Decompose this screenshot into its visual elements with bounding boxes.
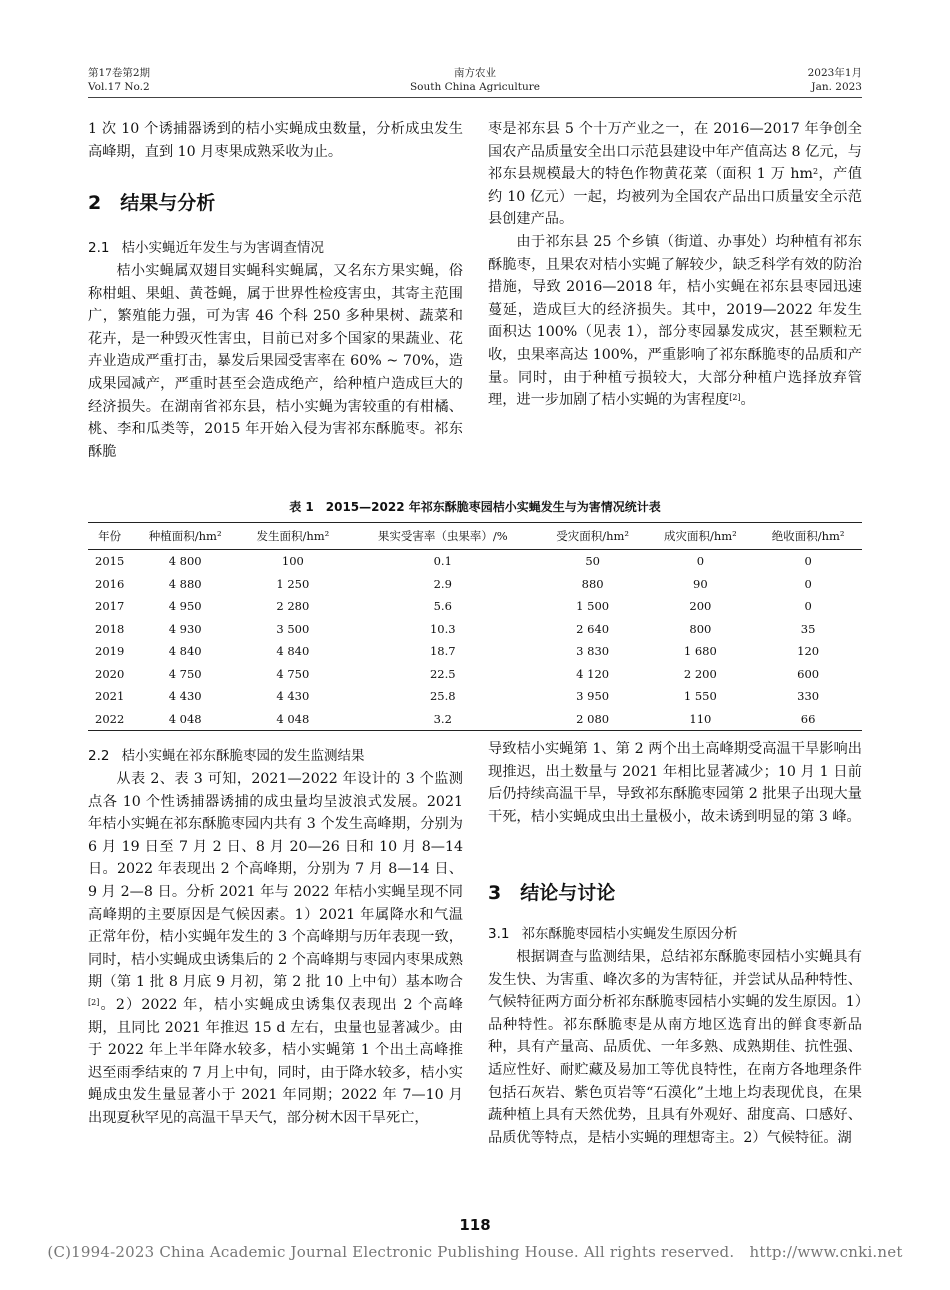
data-table (88, 522, 862, 731)
table-cell: 1 550 (683, 689, 717, 704)
column-header: 种植面积/hm² (148, 529, 222, 543)
table-cell: 5.6 (433, 599, 452, 614)
paragraph-industry-text-b: ，产值约 10 亿元）一起，均被列为全国农产品出口质量安全示范县创建产品。 (488, 166, 862, 228)
table-cell: 50 (585, 554, 600, 569)
subsection-title: 祁东酥脆枣园桔小实蝇发生原因分析 (521, 926, 738, 942)
table-cell: 1 500 (576, 599, 610, 614)
subsection-number: 2.1 (88, 240, 110, 256)
paragraph-spread-end: 。 (740, 392, 755, 409)
table-cell: 0.1 (433, 554, 452, 569)
table-cell: 4 750 (168, 666, 202, 681)
table-row (88, 550, 862, 573)
table-cell: 2 200 (683, 666, 717, 681)
left-column-upper (88, 118, 463, 163)
superscript-2: 2 (812, 167, 819, 177)
table-cell: 800 (689, 621, 712, 636)
journal-name-cn: 南方农业 (454, 67, 496, 79)
table-row (88, 573, 862, 596)
table-cell: 2022 (95, 711, 125, 726)
table-cell: 25.8 (429, 689, 456, 704)
issue-date-en: Jan. 2023 (811, 81, 862, 93)
table-cell: 4 048 (168, 711, 202, 726)
table-cell: 35 (800, 621, 816, 636)
table-cell: 4 120 (576, 666, 610, 681)
table-cell: 2019 (95, 644, 125, 659)
table-cell: 2016 (95, 576, 125, 591)
table-cell: 4 430 (276, 689, 310, 704)
issue-date-cn: 2023年1月 (807, 67, 862, 79)
section-3-heading: 3 结论与讨论 (488, 882, 616, 904)
paragraph-2-1: 桔小实蝇属双翅目实蝇科实蝇属，又名东方果实蝇，俗称柑蛆、果蛆、黄苍蝇，属于世界性检疫害虫，其寄主范围广，繁殖能力强，可为害 46 个科 250 多种果树、蔬菜和花卉，是一种毁灭性害虫，目前已对多个国家的果蔬业、花卉业造成严重打击，暴发后果园受害率在 60% ~ 70%，造成果园减产，严重时甚至会造成绝产，给种植户造成巨大的经济损失。在湖南省祁东县，桔小实蝇为害较重的有柑橘、桃、李和瓜类等，2015 年开始入侵为害祁东酥脆枣。祁东酥脆 (88, 263, 463, 460)
table-cell: 100 (281, 554, 304, 569)
subsection-2-2-heading (88, 744, 364, 764)
table-cell: 3 950 (576, 689, 610, 704)
column-header: 受灾面积/hm² (556, 529, 630, 543)
column-header: 成灾面积/hm² (663, 529, 737, 543)
table-row (88, 663, 862, 686)
table-cell: 0 (696, 554, 705, 569)
paragraph-2-2-text-a: 从表 2、表 3 可知，2021—2022 年设计的 3 个监测点各 10 个性诱捕器诱捕的成虫量均呈波浪式发展。2021 年桔小实蝇在祁东酥脆枣园内共有 3 个发生高峰期，分别为 6 月 19 日至 7 月 2 日、8 月 20—26 日和 10 月 8—14 日。2022 年表现出 2 个高峰期，分别为 7 月 8—14 日、9 月 2—8 日。分析 2021 年与 2022 年桔小实蝇呈现不同高峰期的主要原因是气候因素。1）2021 年属降水和气温正常年份，桔小实蝇年发生的 3 个高峰期与历年表现一致，同时，桔小实蝇成虫诱集后的 2 个高峰期与枣园内枣果成熟期（第 1 批 8 月底 9 月初，第 2 批 10 上中旬）基本吻合 (88, 771, 463, 991)
table-cell: 2.9 (433, 576, 452, 591)
table-cell: 3.2 (433, 711, 452, 726)
table-row (88, 640, 862, 663)
volume-issue-cn: 第17卷第2期 (88, 67, 151, 79)
paragraph-spread-text: 由于祁东县 25 个乡镇（街道、办事处）均种植有祁东酥脆枣，且果农对桔小实蝇了解较少，缺乏科学有效的防治措施，导致 2016—2018 年，桔小实蝇在祁东县枣园迅速蔓延，造成巨大的经济损失。其中，2019—2022 年发生面积达 100%（见表 1），部分枣园暴发成灾，甚至颗粒无收，虫果率高达 100%，严重影响了祁东酥脆枣的品质和产量。同时，由于种植亏损较大，大部分种植户选择放弃管理，进一步加剧了桔小实蝇的为害程度 (488, 233, 862, 409)
citation-ref: [2] (729, 393, 741, 403)
table-cell: 110 (689, 711, 712, 726)
subsection-title: 桔小实蝇在祁东酥脆枣园的发生监测结果 (121, 748, 365, 764)
citation-ref: [2] (88, 997, 100, 1007)
table-cell: 66 (800, 711, 816, 726)
table-header-row (88, 523, 862, 550)
table-cell: 2020 (95, 666, 125, 681)
subsection-3-1-heading (488, 922, 737, 942)
table-cell: 2018 (95, 621, 125, 636)
header-rule (88, 97, 862, 98)
volume-issue-en: Vol.17 No.2 (88, 81, 150, 93)
right-column-para-continued (488, 738, 862, 828)
column-header: 发生面积/hm² (256, 529, 330, 543)
subsection-2-1-heading (88, 236, 324, 256)
section-2-heading: 2 结果与分析 (88, 192, 216, 214)
table-row (88, 618, 862, 641)
running-header-right (808, 66, 862, 94)
table-cell: 2015 (95, 554, 125, 569)
page-number: 118 (459, 1216, 491, 1234)
table-row (88, 685, 862, 708)
subsection-title: 桔小实蝇近年发生与为害调查情况 (121, 240, 324, 256)
paragraph-industry-text-a: 枣是祁东县 5 个十万产业之一，在 2016—2017 年争创全国农产品质量安全出口示范县建设中年产值高达 8 亿元，与祁东县规模最大的特色作物黄花菜（面积 1 万 hm (488, 121, 862, 183)
table-cell: 4 930 (168, 621, 202, 636)
table-caption: 表 1 2015—2022 年祁东酥脆枣园桔小实蝇发生与为害情况统计表 (289, 500, 661, 514)
table-cell: 4 430 (168, 689, 202, 704)
table-cell: 600 (797, 666, 820, 681)
table-cell: 4 840 (276, 644, 310, 659)
table-cell: 2 280 (276, 599, 310, 614)
right-column-para-3-1 (488, 946, 862, 1149)
paragraph-industry (488, 118, 862, 231)
table-cell: 1 680 (683, 644, 717, 659)
column-header: 绝收面积/hm² (771, 529, 845, 543)
paragraph-3-1: 根据调查与监测结果，总结祁东酥脆枣园桔小实蝇具有发生快、为害重、峰次多的为害特征，并尝试从品种特性、气候特征两方面分析祁东酥脆枣园桔小实蝇的发生原因。1）品种特性。祁东酥脆枣是从南方地区选育出的鲜食枣新品种，具有产量高、品质优、一年多熟、成熟期佳、抗性强、适应性好、耐贮藏及易加工等优良特性，在南方各地理条件包括石灰岩、紫色页岩等“石漠化”土地上均表现优良，在果蔬种植上具有天然优势，且具有外观好、甜度高、口感好、品质优等特点，是桔小实蝇的理想寄主。2）气候特征。湖 (488, 949, 862, 1146)
table-cell: 90 (693, 576, 708, 591)
table-cell: 4 950 (168, 599, 202, 614)
subsection-number: 2.2 (88, 748, 110, 764)
column-header: 果实受害率（虫果率）/% (377, 529, 508, 543)
table-cell: 22.5 (429, 666, 456, 681)
table-cell: 3 500 (276, 621, 310, 636)
table-cell: 2 080 (576, 711, 610, 726)
table-row (88, 595, 862, 618)
table-cell: 120 (797, 644, 820, 659)
table-cell: 2017 (95, 599, 125, 614)
table-cell: 18.7 (429, 644, 456, 659)
table-cell: 0 (804, 554, 812, 569)
paragraph-2-2 (88, 768, 463, 1130)
paragraph-spread (488, 231, 862, 412)
subsection-number: 3.1 (488, 926, 510, 942)
table-cell: 4 750 (276, 666, 310, 681)
table-cell: 10.3 (429, 621, 456, 636)
journal-name-en: South China Agriculture (409, 81, 540, 93)
right-column-upper (488, 118, 862, 412)
table-cell: 1 250 (276, 576, 310, 591)
paragraph-drought: 导致桔小实蝇第 1、第 2 两个出土高峰期受高温干旱影响出现推迟，出土数量与 2021 年相比显著减少；10 月 1 日前后仍持续高温干旱，导致祁东酥脆枣园第 2 批果子出现大量干死，桔小实蝇成虫出土量极小，故未诱到明显的第 3 峰。 (488, 741, 862, 825)
column-header: 年份 (98, 529, 122, 543)
intro-paragraph: 1 次 10 个诱捕器诱到的桔小实蝇成虫数量，分析成虫发生高峰期，直到 10 月枣果成熟采收为止。 (88, 121, 463, 160)
table-cell: 4 800 (168, 554, 202, 569)
copyright-notice: (C)1994-2023 China Academic Journal Electronic Publishing House. All rights reserved. http://www.cnki.net (47, 1243, 903, 1261)
table-cell: 2021 (95, 689, 125, 704)
table-cell: 2 640 (576, 621, 610, 636)
table-cell: 4 880 (168, 576, 202, 591)
left-column-para-2-2 (88, 768, 463, 1130)
table-cell: 0 (804, 576, 812, 591)
table-row (88, 708, 862, 731)
table-cell: 0 (804, 599, 812, 614)
table-cell: 330 (797, 689, 820, 704)
table-cell: 200 (689, 599, 712, 614)
left-column-para-2-1 (88, 260, 463, 463)
table-cell: 4 840 (168, 644, 202, 659)
table-cell: 3 830 (576, 644, 610, 659)
table-cell: 880 (581, 576, 604, 591)
paragraph-2-2-text-b: 。2）2022 年，桔小实蝇成虫诱集仅表现出 2 个高峰期，且同比 2021 年推迟 15 d 左右，虫量也显著减少。由于 2022 年上半年降水较多，桔小实蝇第 1 个出土高峰推迟至雨季结束的 7 月上中旬，同时，由于降水较多，桔小实蝇成虫发生量显著小于 2021 年同期；2022 年 7—10 月出现夏秋罕见的高温干旱天气，部分树木因干旱死亡， (88, 996, 463, 1126)
table-cell: 4 048 (276, 711, 310, 726)
